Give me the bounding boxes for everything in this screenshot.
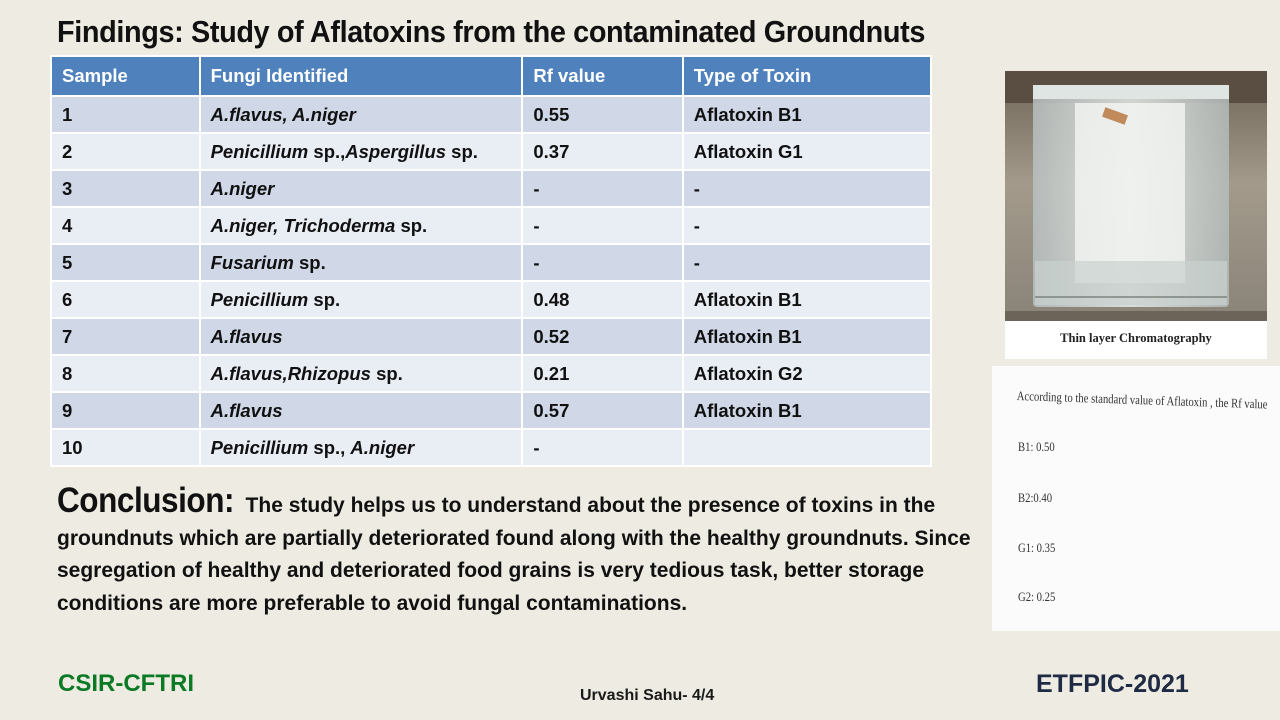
- table-row: [51, 133, 931, 170]
- cell-fungi: [200, 355, 523, 392]
- cell-rf-value: 0.37: [522, 133, 682, 170]
- fungi-name-italic: A.niger: [210, 177, 275, 199]
- table-row: [51, 355, 931, 392]
- cell-toxin-type: [683, 429, 931, 466]
- cell-fungi: [200, 392, 523, 429]
- footer-event: ETFPIC-2021: [1036, 670, 1189, 698]
- fungi-text: sp.,: [308, 140, 346, 162]
- standard-value-b2: B2:0.40: [1018, 490, 1053, 505]
- column-header-rf-value: Rf value: [522, 56, 682, 96]
- table-row: [51, 318, 931, 355]
- standard-value-g1: G1: 0.35: [1018, 540, 1056, 555]
- cell-sample: 5: [51, 244, 200, 281]
- cell-fungi: [200, 96, 523, 133]
- column-header-sample: Sample: [51, 56, 200, 96]
- cell-sample: 1: [51, 96, 200, 133]
- cell-sample: 4: [51, 207, 200, 244]
- fungi-text: sp.: [395, 214, 428, 236]
- fungi-text: sp.: [308, 288, 341, 310]
- fungi-text: sp.: [446, 140, 478, 162]
- fungi-name-italic: A.flavus: [210, 325, 283, 347]
- fungi-name-italic: Aspergillus: [345, 140, 447, 162]
- fungi-name-italic: A.flavus: [210, 399, 283, 421]
- standard-value-b1: B1: 0.50: [1018, 439, 1055, 454]
- cell-toxin-type: -: [683, 244, 931, 281]
- tlc-photo: [1005, 71, 1267, 359]
- table-body: [51, 96, 931, 466]
- standard-values-box: [992, 366, 1280, 631]
- cell-fungi: [200, 133, 523, 170]
- cell-sample: 3: [51, 170, 200, 207]
- cell-toxin-type: -: [683, 207, 931, 244]
- cell-toxin-type: Aflatoxin B1: [683, 281, 931, 318]
- cell-fungi: [200, 170, 523, 207]
- table-row: [51, 429, 931, 466]
- cell-fungi: [200, 318, 523, 355]
- footer-organization: CSIR-CFTRI: [58, 670, 194, 697]
- cell-rf-value: -: [522, 429, 682, 466]
- column-header-toxin-type: Type of Toxin: [683, 56, 931, 96]
- fungi-text: sp.: [293, 251, 326, 273]
- cell-toxin-type: Aflatoxin G2: [683, 355, 931, 392]
- conclusion-paragraph: [57, 481, 972, 620]
- cell-rf-value: 0.57: [522, 392, 682, 429]
- cell-sample: 6: [51, 281, 200, 318]
- table-row: [51, 244, 931, 281]
- fungi-text: sp.: [370, 362, 403, 384]
- fungi-name-italic: A.niger, Trichoderma: [210, 214, 396, 236]
- cell-rf-value: 0.55: [522, 96, 682, 133]
- conclusion-text: The study helps us to understand about the presence of toxins in the groundnuts which are partially deteriorated found along with the healthy groundnuts. Since segregation of healthy and deteriorated food grains is very tedious task, better storage conditions are more preferable to avoid fungal contaminations.: [57, 494, 971, 615]
- cell-sample: 10: [51, 429, 200, 466]
- table-row: [51, 281, 931, 318]
- cell-sample: 8: [51, 355, 200, 392]
- cell-sample: 2: [51, 133, 200, 170]
- slide-title: Findings: Study of Aflatoxins from the contaminated Groundnuts: [57, 14, 925, 49]
- cell-rf-value: 0.48: [522, 281, 682, 318]
- table-row: [51, 207, 931, 244]
- findings-table: [50, 55, 932, 467]
- photo-caption: Thin layer Chromatography: [1060, 331, 1212, 345]
- cell-rf-value: 0.52: [522, 318, 682, 355]
- cell-toxin-type: Aflatoxin B1: [683, 96, 931, 133]
- footer-author-page: Urvashi Sahu- 4/4: [580, 687, 715, 704]
- cell-rf-value: -: [522, 207, 682, 244]
- fungi-name-italic: Penicillium: [210, 436, 309, 458]
- table-row: [51, 170, 931, 207]
- fungi-text: sp.,: [308, 436, 351, 458]
- cell-toxin-type: Aflatoxin B1: [683, 392, 931, 429]
- cell-fungi: [200, 429, 523, 466]
- fungi-name-italic: A.niger: [350, 436, 415, 458]
- fungi-name-italic: Fusarium: [210, 251, 294, 273]
- cell-rf-value: -: [522, 244, 682, 281]
- cell-fungi: [200, 281, 523, 318]
- cell-rf-value: 0.21: [522, 355, 682, 392]
- standard-values-heading: According to the standard value of Aflatoxin , the Rf value: [1016, 388, 1268, 412]
- cell-fungi: [200, 244, 523, 281]
- table-header-row: [51, 56, 931, 96]
- cell-toxin-type: Aflatoxin G1: [683, 133, 931, 170]
- cell-fungi: [200, 207, 523, 244]
- fungi-name-italic: Penicillium: [210, 288, 309, 310]
- cell-toxin-type: Aflatoxin B1: [683, 318, 931, 355]
- cell-sample: 9: [51, 392, 200, 429]
- fungi-name-italic: Penicillium: [210, 140, 309, 162]
- tlc-chamber-image: [1005, 71, 1267, 359]
- column-header-fungi: Fungi Identified: [200, 56, 523, 96]
- fungi-name-italic: A.flavus,Rhizopus: [210, 362, 371, 384]
- table-row: [51, 96, 931, 133]
- conclusion-heading: Conclusion:: [57, 481, 235, 520]
- fungi-name-italic: A.flavus, A.niger: [210, 103, 356, 125]
- table-row: [51, 392, 931, 429]
- cell-toxin-type: -: [683, 170, 931, 207]
- standard-value-g2: G2: 0.25: [1018, 589, 1056, 604]
- cell-rf-value: -: [522, 170, 682, 207]
- cell-sample: 7: [51, 318, 200, 355]
